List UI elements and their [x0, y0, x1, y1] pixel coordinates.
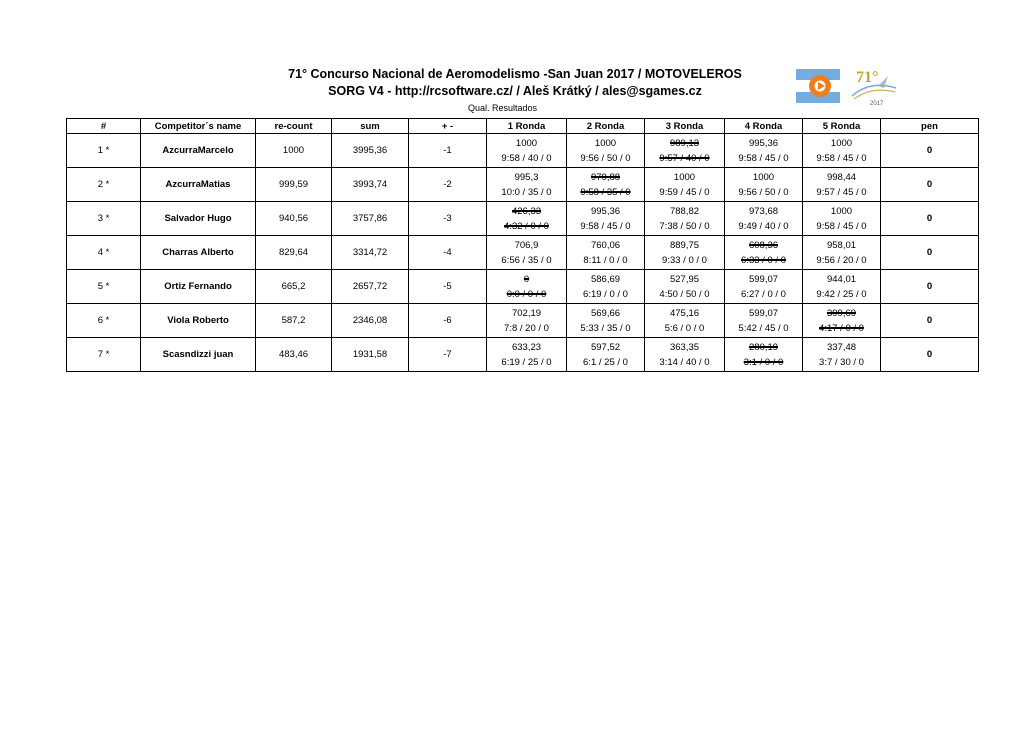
column-header: pen: [881, 119, 979, 134]
round-time: 5:42 / 45 / 0: [738, 322, 789, 334]
round-5-cell: [803, 202, 881, 236]
plus-minus-cell: -3: [409, 202, 487, 236]
round-1-cell: [487, 236, 567, 270]
rank-cell: 3 *: [67, 202, 141, 236]
column-header: 2 Ronda: [567, 119, 645, 134]
recount-cell: 940,56: [256, 202, 332, 236]
round-time: 9:49 / 40 / 0: [738, 220, 789, 232]
table-row: [67, 168, 979, 202]
round-2-cell: [567, 304, 645, 338]
round-4-cell: [725, 202, 803, 236]
recount-cell: 999,59: [256, 168, 332, 202]
plus-minus-cell: -2: [409, 168, 487, 202]
round-time: 9:42 / 25 / 0: [816, 288, 867, 300]
column-header: #: [67, 119, 141, 134]
plus-minus-cell: -7: [409, 338, 487, 372]
sum-cell: 3993,74: [332, 168, 409, 202]
round-score: 599,07: [748, 307, 779, 319]
round-score: 280,19: [748, 341, 779, 353]
round-4-cell: [725, 304, 803, 338]
round-score: 586,69: [590, 273, 621, 285]
round-time: 9:58 / 40 / 0: [501, 152, 552, 164]
recount-cell: 587,2: [256, 304, 332, 338]
round-time: 4:32 / 0 / 0: [504, 220, 549, 232]
table-subtitle: Qual. Resultados: [468, 103, 538, 113]
round-score: 0: [523, 273, 530, 285]
round-5-cell: [803, 304, 881, 338]
round-time: 6:27 / 0 / 0: [741, 288, 786, 300]
round-time: 9:58 / 45 / 0: [738, 152, 789, 164]
round-5-cell: [803, 338, 881, 372]
table-body: [67, 134, 979, 372]
round-time: 6:56 / 35 / 0: [501, 254, 552, 266]
page-header: [250, 66, 780, 100]
plus-minus-cell: -5: [409, 270, 487, 304]
round-2-cell: [567, 270, 645, 304]
sum-cell: 3757,86: [332, 202, 409, 236]
round-score: 958,01: [826, 239, 857, 251]
plus-minus-cell: -1: [409, 134, 487, 168]
plus-minus-cell: -4: [409, 236, 487, 270]
rank-cell: 1 *: [67, 134, 141, 168]
round-time: 9:57 / 40 / 0: [659, 152, 710, 164]
round-time: 9:56 / 50 / 0: [580, 152, 631, 164]
recount-cell: 665,2: [256, 270, 332, 304]
round-time: 3:1 / 0 / 0: [743, 356, 784, 368]
round-time: 8:11 / 0 / 0: [583, 254, 628, 266]
round-time: 10:0 / 35 / 0: [501, 186, 552, 198]
round-score: 1000: [594, 137, 617, 149]
round-score: 633,23: [511, 341, 542, 353]
round-score: 995,36: [590, 205, 621, 217]
column-header: 4 Ronda: [725, 119, 803, 134]
rank-cell: 7 *: [67, 338, 141, 372]
round-4-cell: [725, 168, 803, 202]
column-header: re-count: [256, 119, 332, 134]
round-1-cell: [487, 168, 567, 202]
software-credit: SORG V4 - http://rcsoftware.cz/ / Aleš Krátký / ales@sgames.cz: [328, 84, 702, 98]
column-header: 1 Ronda: [487, 119, 567, 134]
competitor-name-cell: Scasndizzi juan: [141, 338, 256, 372]
round-time: 9:56 / 20 / 0: [816, 254, 867, 266]
round-4-cell: [725, 134, 803, 168]
round-1-cell: [487, 270, 567, 304]
column-header: 3 Ronda: [645, 119, 725, 134]
penalty-cell: 0: [881, 338, 979, 372]
round-score: 702,19: [511, 307, 542, 319]
round-score: 1000: [830, 137, 853, 149]
recount-cell: 829,64: [256, 236, 332, 270]
round-score: 706,9: [514, 239, 539, 251]
round-time: 9:33 / 0 / 0: [662, 254, 707, 266]
penalty-cell: 0: [881, 134, 979, 168]
rank-cell: 4 *: [67, 236, 141, 270]
round-3-cell: [645, 304, 725, 338]
round-score: 475,16: [669, 307, 700, 319]
column-header: Competitor´s name: [141, 119, 256, 134]
round-score: 608,36: [748, 239, 779, 251]
round-score: 973,68: [748, 205, 779, 217]
round-score: 788,82: [669, 205, 700, 217]
round-score: 597,52: [590, 341, 621, 353]
round-score: 760,06: [590, 239, 621, 251]
round-score: 527,95: [669, 273, 700, 285]
penalty-cell: 0: [881, 168, 979, 202]
round-score: 599,07: [748, 273, 779, 285]
round-time: 0:0 / 0 / 0: [506, 288, 547, 300]
round-time: 6:19 / 0 / 0: [583, 288, 628, 300]
round-2-cell: [567, 202, 645, 236]
round-time: 9:58 / 35 / 0: [580, 186, 631, 198]
round-time: 7:38 / 50 / 0: [659, 220, 710, 232]
rank-cell: 2 *: [67, 168, 141, 202]
round-time: 9:57 / 45 / 0: [816, 186, 867, 198]
round-time: 3:14 / 40 / 0: [659, 356, 710, 368]
round-score: 569,66: [590, 307, 621, 319]
sum-cell: 2346,08: [332, 304, 409, 338]
round-time: 7:8 / 20 / 0: [504, 322, 549, 334]
round-4-cell: [725, 236, 803, 270]
svg-text:71°: 71°: [856, 69, 879, 86]
round-score: 889,75: [669, 239, 700, 251]
sum-cell: 3314,72: [332, 236, 409, 270]
round-time: 9:58 / 45 / 0: [816, 220, 867, 232]
column-header: sum: [332, 119, 409, 134]
penalty-cell: 0: [881, 270, 979, 304]
sum-cell: 1931,58: [332, 338, 409, 372]
table-header-row: [67, 119, 979, 134]
round-2-cell: [567, 236, 645, 270]
round-score: 989,13: [669, 137, 700, 149]
round-time: 9:56 / 50 / 0: [738, 186, 789, 198]
round-3-cell: [645, 270, 725, 304]
penalty-cell: 0: [881, 236, 979, 270]
results-table: [66, 118, 979, 372]
round-time: 5:6 / 0 / 0: [664, 322, 705, 334]
round-score: 363,35: [669, 341, 700, 353]
competitor-name-cell: AzcurraMatias: [141, 168, 256, 202]
round-time: 9:58 / 45 / 0: [816, 152, 867, 164]
round-score: 995,3: [514, 171, 539, 183]
competitor-name-cell: Viola Roberto: [141, 304, 256, 338]
round-score: 998,44: [826, 171, 857, 183]
table-row: [67, 134, 979, 168]
flag-logo-icon: [796, 69, 840, 103]
round-3-cell: [645, 168, 725, 202]
sum-cell: 2657,72: [332, 270, 409, 304]
round-score: 1000: [673, 171, 696, 183]
round-time: 6:1 / 25 / 0: [583, 356, 628, 368]
round-1-cell: [487, 134, 567, 168]
round-2-cell: [567, 134, 645, 168]
round-time: 4:50 / 50 / 0: [659, 288, 710, 300]
column-header: 5 Ronda: [803, 119, 881, 134]
round-score: 426,33: [511, 205, 542, 217]
table-row: [67, 236, 979, 270]
round-1-cell: [487, 304, 567, 338]
round-score: 337,48: [826, 341, 857, 353]
recount-cell: 1000: [256, 134, 332, 168]
competitor-name-cell: AzcurraMarcelo: [141, 134, 256, 168]
round-time: 9:58 / 45 / 0: [580, 220, 631, 232]
penalty-cell: 0: [881, 304, 979, 338]
round-3-cell: [645, 236, 725, 270]
round-time: 6:33 / 0 / 0: [741, 254, 786, 266]
competitor-name-cell: Salvador Hugo: [141, 202, 256, 236]
round-score: 944,01: [826, 273, 857, 285]
table-row: [67, 304, 979, 338]
round-score: 1000: [752, 171, 775, 183]
round-time: 5:33 / 35 / 0: [580, 322, 631, 334]
round-3-cell: [645, 338, 725, 372]
round-4-cell: [725, 270, 803, 304]
round-5-cell: [803, 134, 881, 168]
round-time: 6:19 / 25 / 0: [501, 356, 552, 368]
recount-cell: 483,46: [256, 338, 332, 372]
round-score: 399,69: [826, 307, 857, 319]
round-4-cell: [725, 338, 803, 372]
rank-cell: 5 *: [67, 270, 141, 304]
table-row: [67, 202, 979, 236]
round-1-cell: [487, 202, 567, 236]
svg-text:2017: 2017: [870, 101, 884, 106]
table-row: [67, 338, 979, 372]
round-5-cell: [803, 270, 881, 304]
round-score: 979,88: [590, 171, 621, 183]
plus-minus-cell: -6: [409, 304, 487, 338]
round-time: 3:7 / 30 / 0: [819, 356, 864, 368]
penalty-cell: 0: [881, 202, 979, 236]
round-5-cell: [803, 168, 881, 202]
competitor-name-cell: Charras Alberto: [141, 236, 256, 270]
round-5-cell: [803, 236, 881, 270]
round-score: 1000: [515, 137, 538, 149]
round-2-cell: [567, 168, 645, 202]
table-row: [67, 270, 979, 304]
round-3-cell: [645, 134, 725, 168]
round-time: 9:59 / 45 / 0: [659, 186, 710, 198]
round-score: 1000: [830, 205, 853, 217]
sum-cell: 3995,36: [332, 134, 409, 168]
round-1-cell: [487, 338, 567, 372]
round-3-cell: [645, 202, 725, 236]
round-score: 995,36: [748, 137, 779, 149]
round-2-cell: [567, 338, 645, 372]
competitor-name-cell: Ortiz Fernando: [141, 270, 256, 304]
event-emblem-icon: [848, 66, 900, 106]
page-title: 71° Concurso Nacional de Aeromodelismo -San Juan 2017 / MOTOVELEROS: [288, 67, 742, 81]
column-header: + -: [409, 119, 487, 134]
rank-cell: 6 *: [67, 304, 141, 338]
round-time: 4:17 / 0 / 0: [819, 322, 864, 334]
